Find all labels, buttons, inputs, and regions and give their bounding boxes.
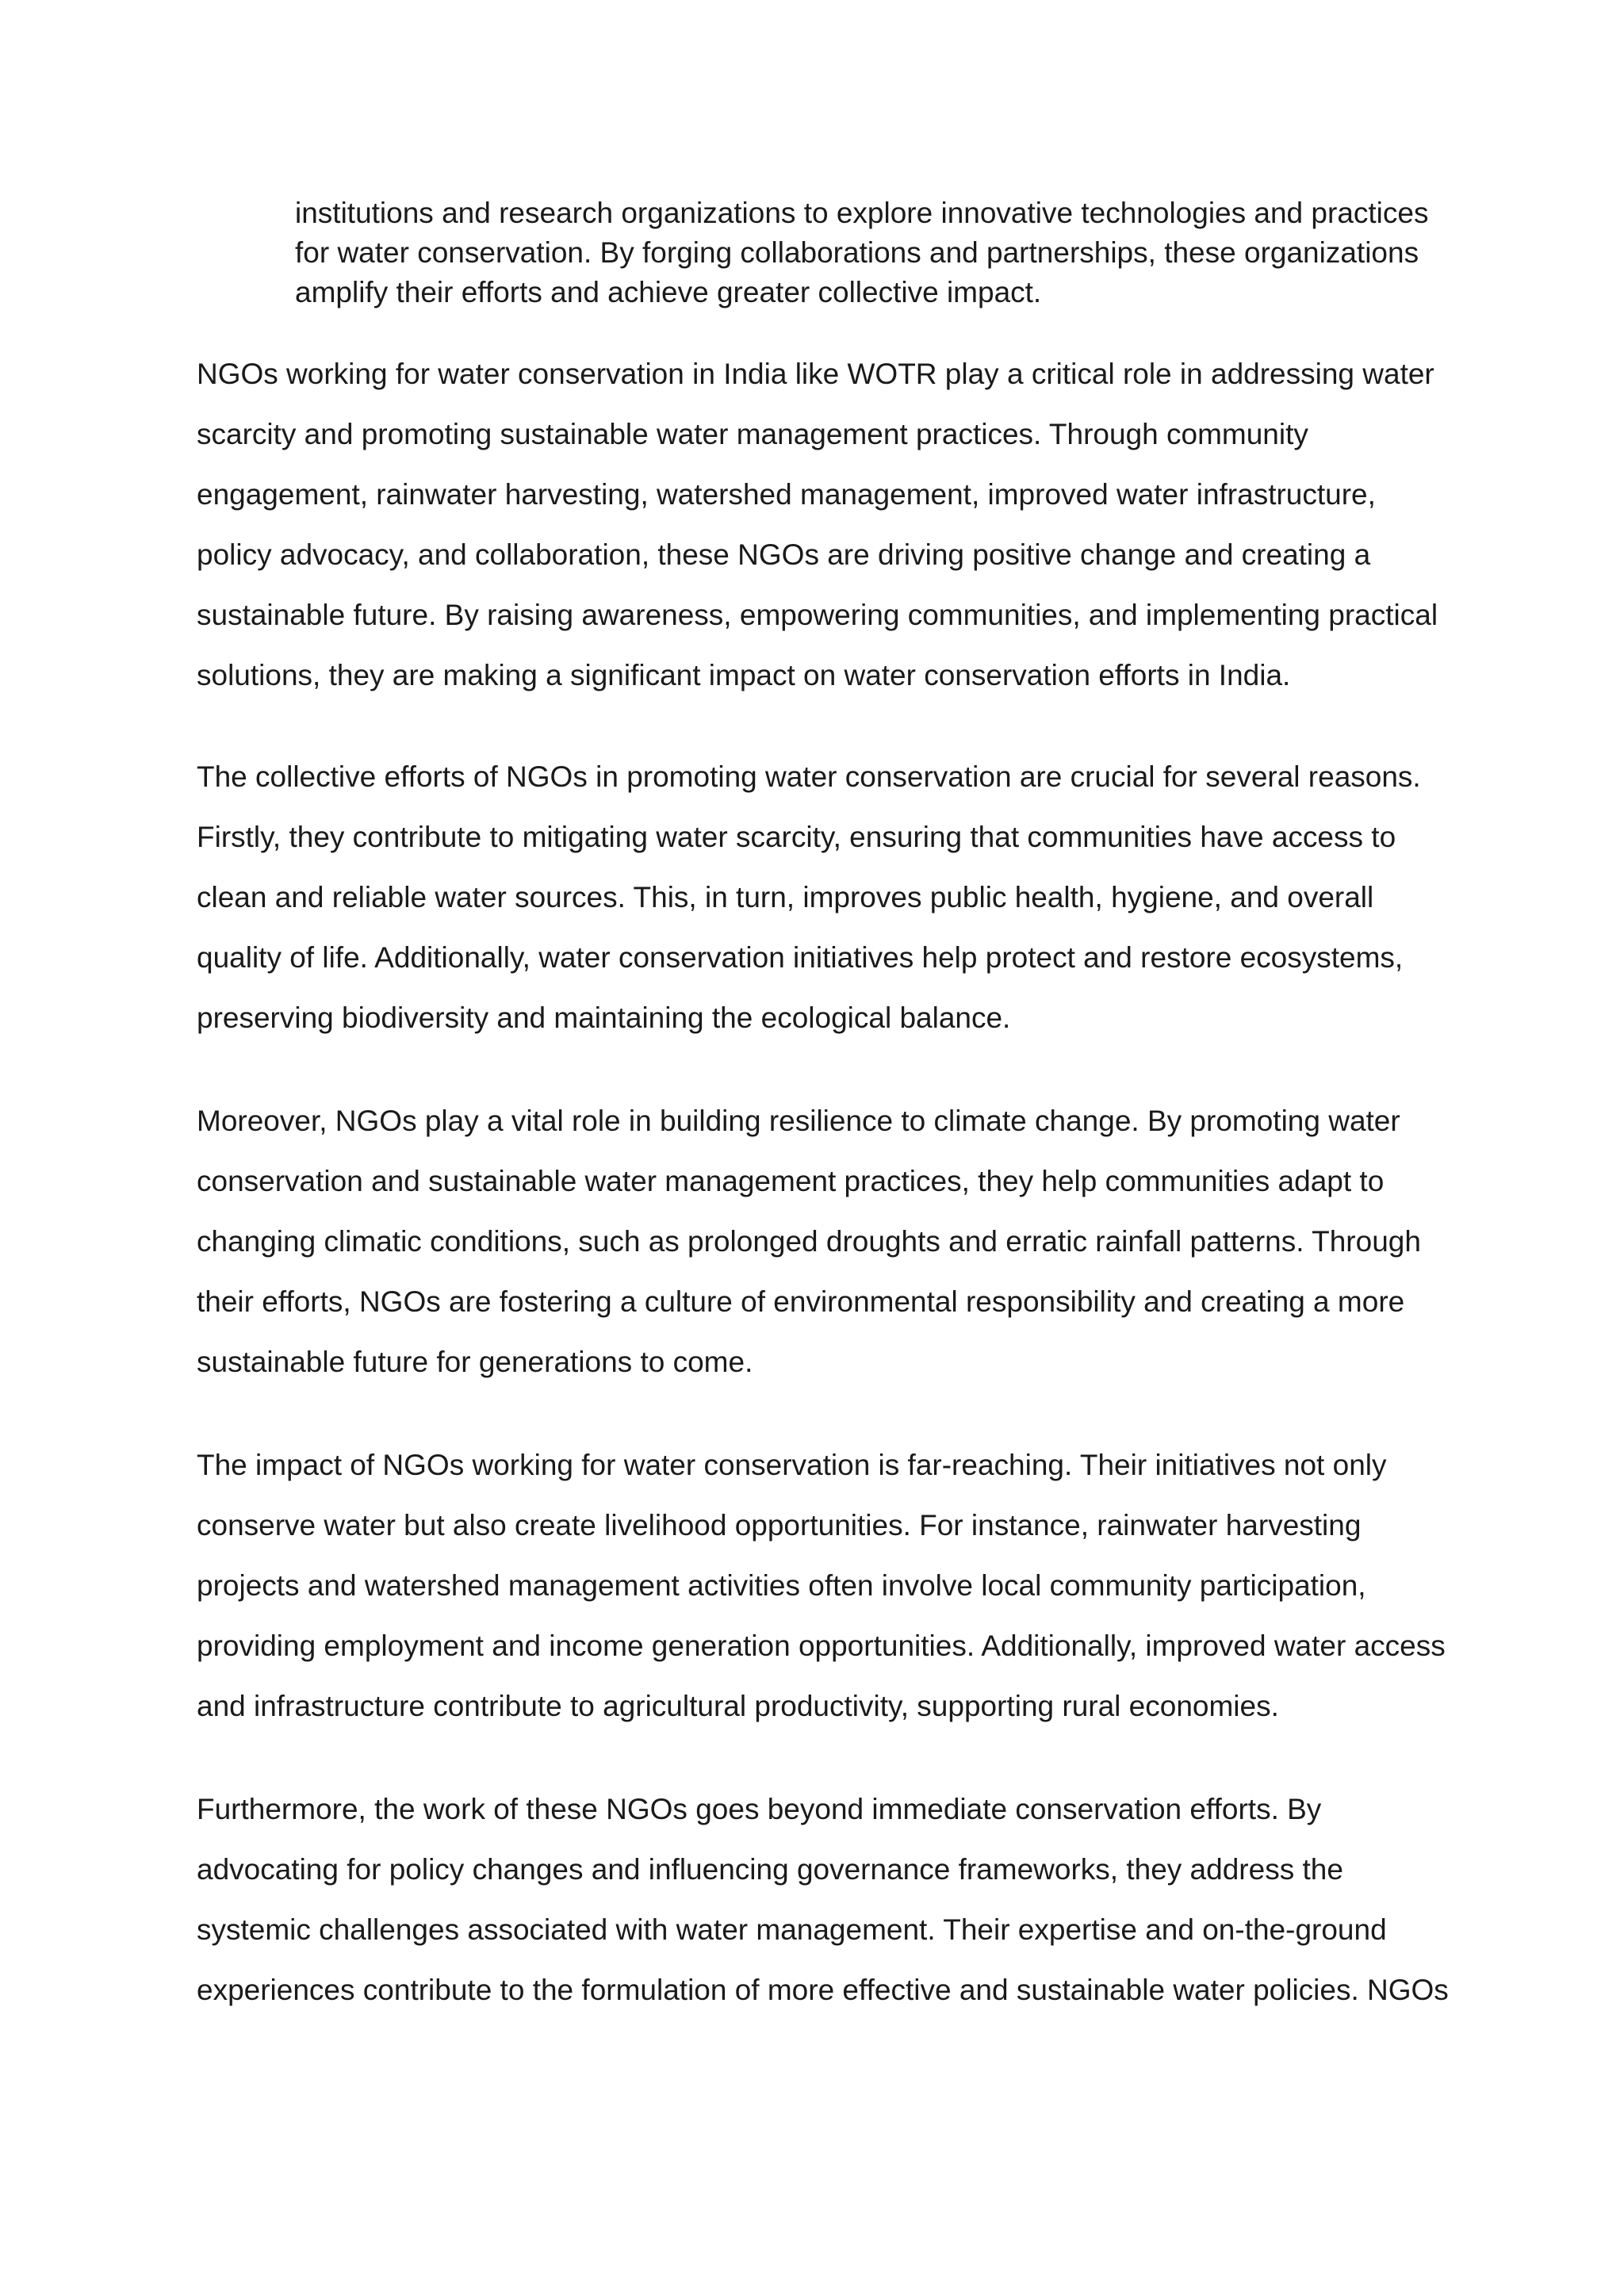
paragraph-ngo-role: NGOs working for water conservation in India like WOTR play a critical role in addressing water scarcity and promoting sustainable water management practices. Through community engagement, rainwater harvesting, watershed management, improved water infrastructure, policy advocacy, and collaboration, these NGOs are driving positive change and creating a sustainable future. By raising awareness, empowering communities, and implementing practical solutions, they are making a significant impact on water conservation efforts in India. — [197, 358, 1438, 691]
paragraph-policy-advocacy: Furthermore, the work of these NGOs goes beyond immediate conservation efforts. By advocating for policy changes and influencing governance frameworks, they address the systemic challenges associated with water management. Their expertise and on-the-ground experiences contribute to the formulation of more effective and sustainable water policies. NGOs — [197, 1793, 1449, 2006]
indented-continuation-paragraph: institutions and research organizations to explore innovative technologies and practices for water conservation. By forging collaborations and partnerships, these organizations amplify their efforts and achieve greater collective impact. — [295, 197, 1429, 308]
paragraph-impact: The impact of NGOs working for water conservation is far-reaching. Their initiatives not only conserve water but also create livelihood opportunities. For instance, rainwater harvesting projects and watershed management activities often involve local community participation, providing employment and income generation opportunities. Additionally, improved water access and infrastructure contribute to agricultural productivity, supporting rural economies. — [197, 1449, 1446, 1722]
paragraph-climate-resilience: Moreover, NGOs play a vital role in building resilience to climate change. By promoting water conservation and sustainable water management practices, they help communities adapt to changing climatic conditions, such as prolonged droughts and erratic rainfall patterns. Through their efforts, NGOs are fostering a culture of environmental responsibility and creating a more sustainable future for generations to come. — [197, 1105, 1421, 1378]
paragraph-collective-efforts: The collective efforts of NGOs in promoting water conservation are crucial for several reasons. Firstly, they contribute to mitigating water scarcity, ensuring that communities have access to clean and reliable water sources. This, in turn, improves public health, hygiene, and overall quality of life. Additionally, water conservation initiatives help protect and restore ecosystems, preserving biodiversity and maintaining the ecological balance. — [197, 760, 1421, 1034]
